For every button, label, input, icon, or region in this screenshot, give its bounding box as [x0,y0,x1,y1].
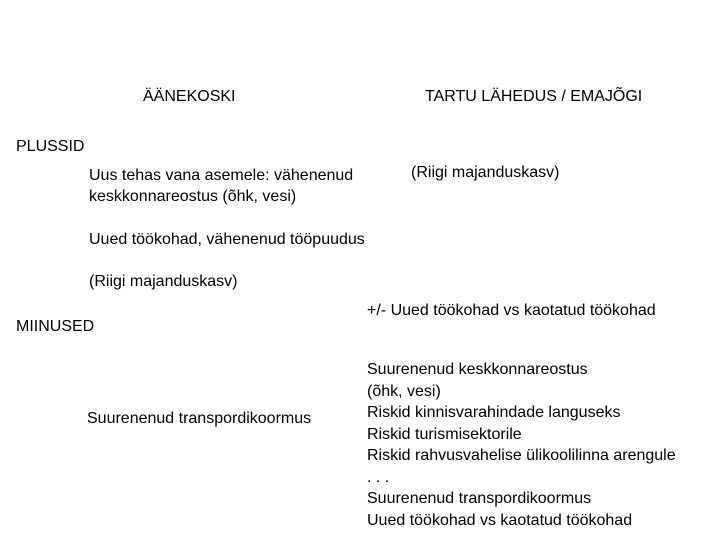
miinused-right-list-item: Riskid kinnisvarahindade languseks [367,404,621,421]
heading-tartu: TARTU LÄHEDUS / EMAJÕGI [425,88,643,105]
plussid-label: PLUSSID [16,138,85,155]
plussid-left-item-3: (Riigi majanduskasv) [89,273,238,290]
miinused-right-list [367,359,676,531]
plussid-left-item-1 [89,165,353,207]
heading-aanekoski: ÄÄNEKOSKI [143,88,236,105]
plussid-left-item-1-line-1: Uus tehas vana asemele: vähenenud [89,167,354,184]
miinused-right-list-item: Riskid turismisektorile [367,425,522,443]
miinused-right-list-item: Suurenenud transpordikoormus [367,490,592,507]
miinused-right-list-item: Suurenenud keskkonnareostus [367,361,588,378]
plussid-right-item-1: (Riigi majanduskasv) [411,164,560,181]
miinused-right-list-item: (õhk, vesi) [367,382,441,400]
miinused-left-item-1: Suurenenud transpordikoormus [87,410,312,427]
miinused-label: MIINUSED [16,318,95,335]
plussid-left-item-1-line-2: keskkonnareostus (õhk, vesi) [89,188,297,205]
miinused-right-list-item: Uued töökohad vs kaotatud töökohad [367,511,633,529]
plussid-left-item-2: Uued töökohad, vähenenud tööpuudus [89,231,365,248]
miinused-right-list-item: . . . [367,468,390,486]
miinused-right-list-item: Riskid rahvusvahelise ülikoolilinna arengule [367,447,676,464]
miinused-right-item-1: +/- Uued töökohad vs kaotatud töökohad [367,302,656,319]
